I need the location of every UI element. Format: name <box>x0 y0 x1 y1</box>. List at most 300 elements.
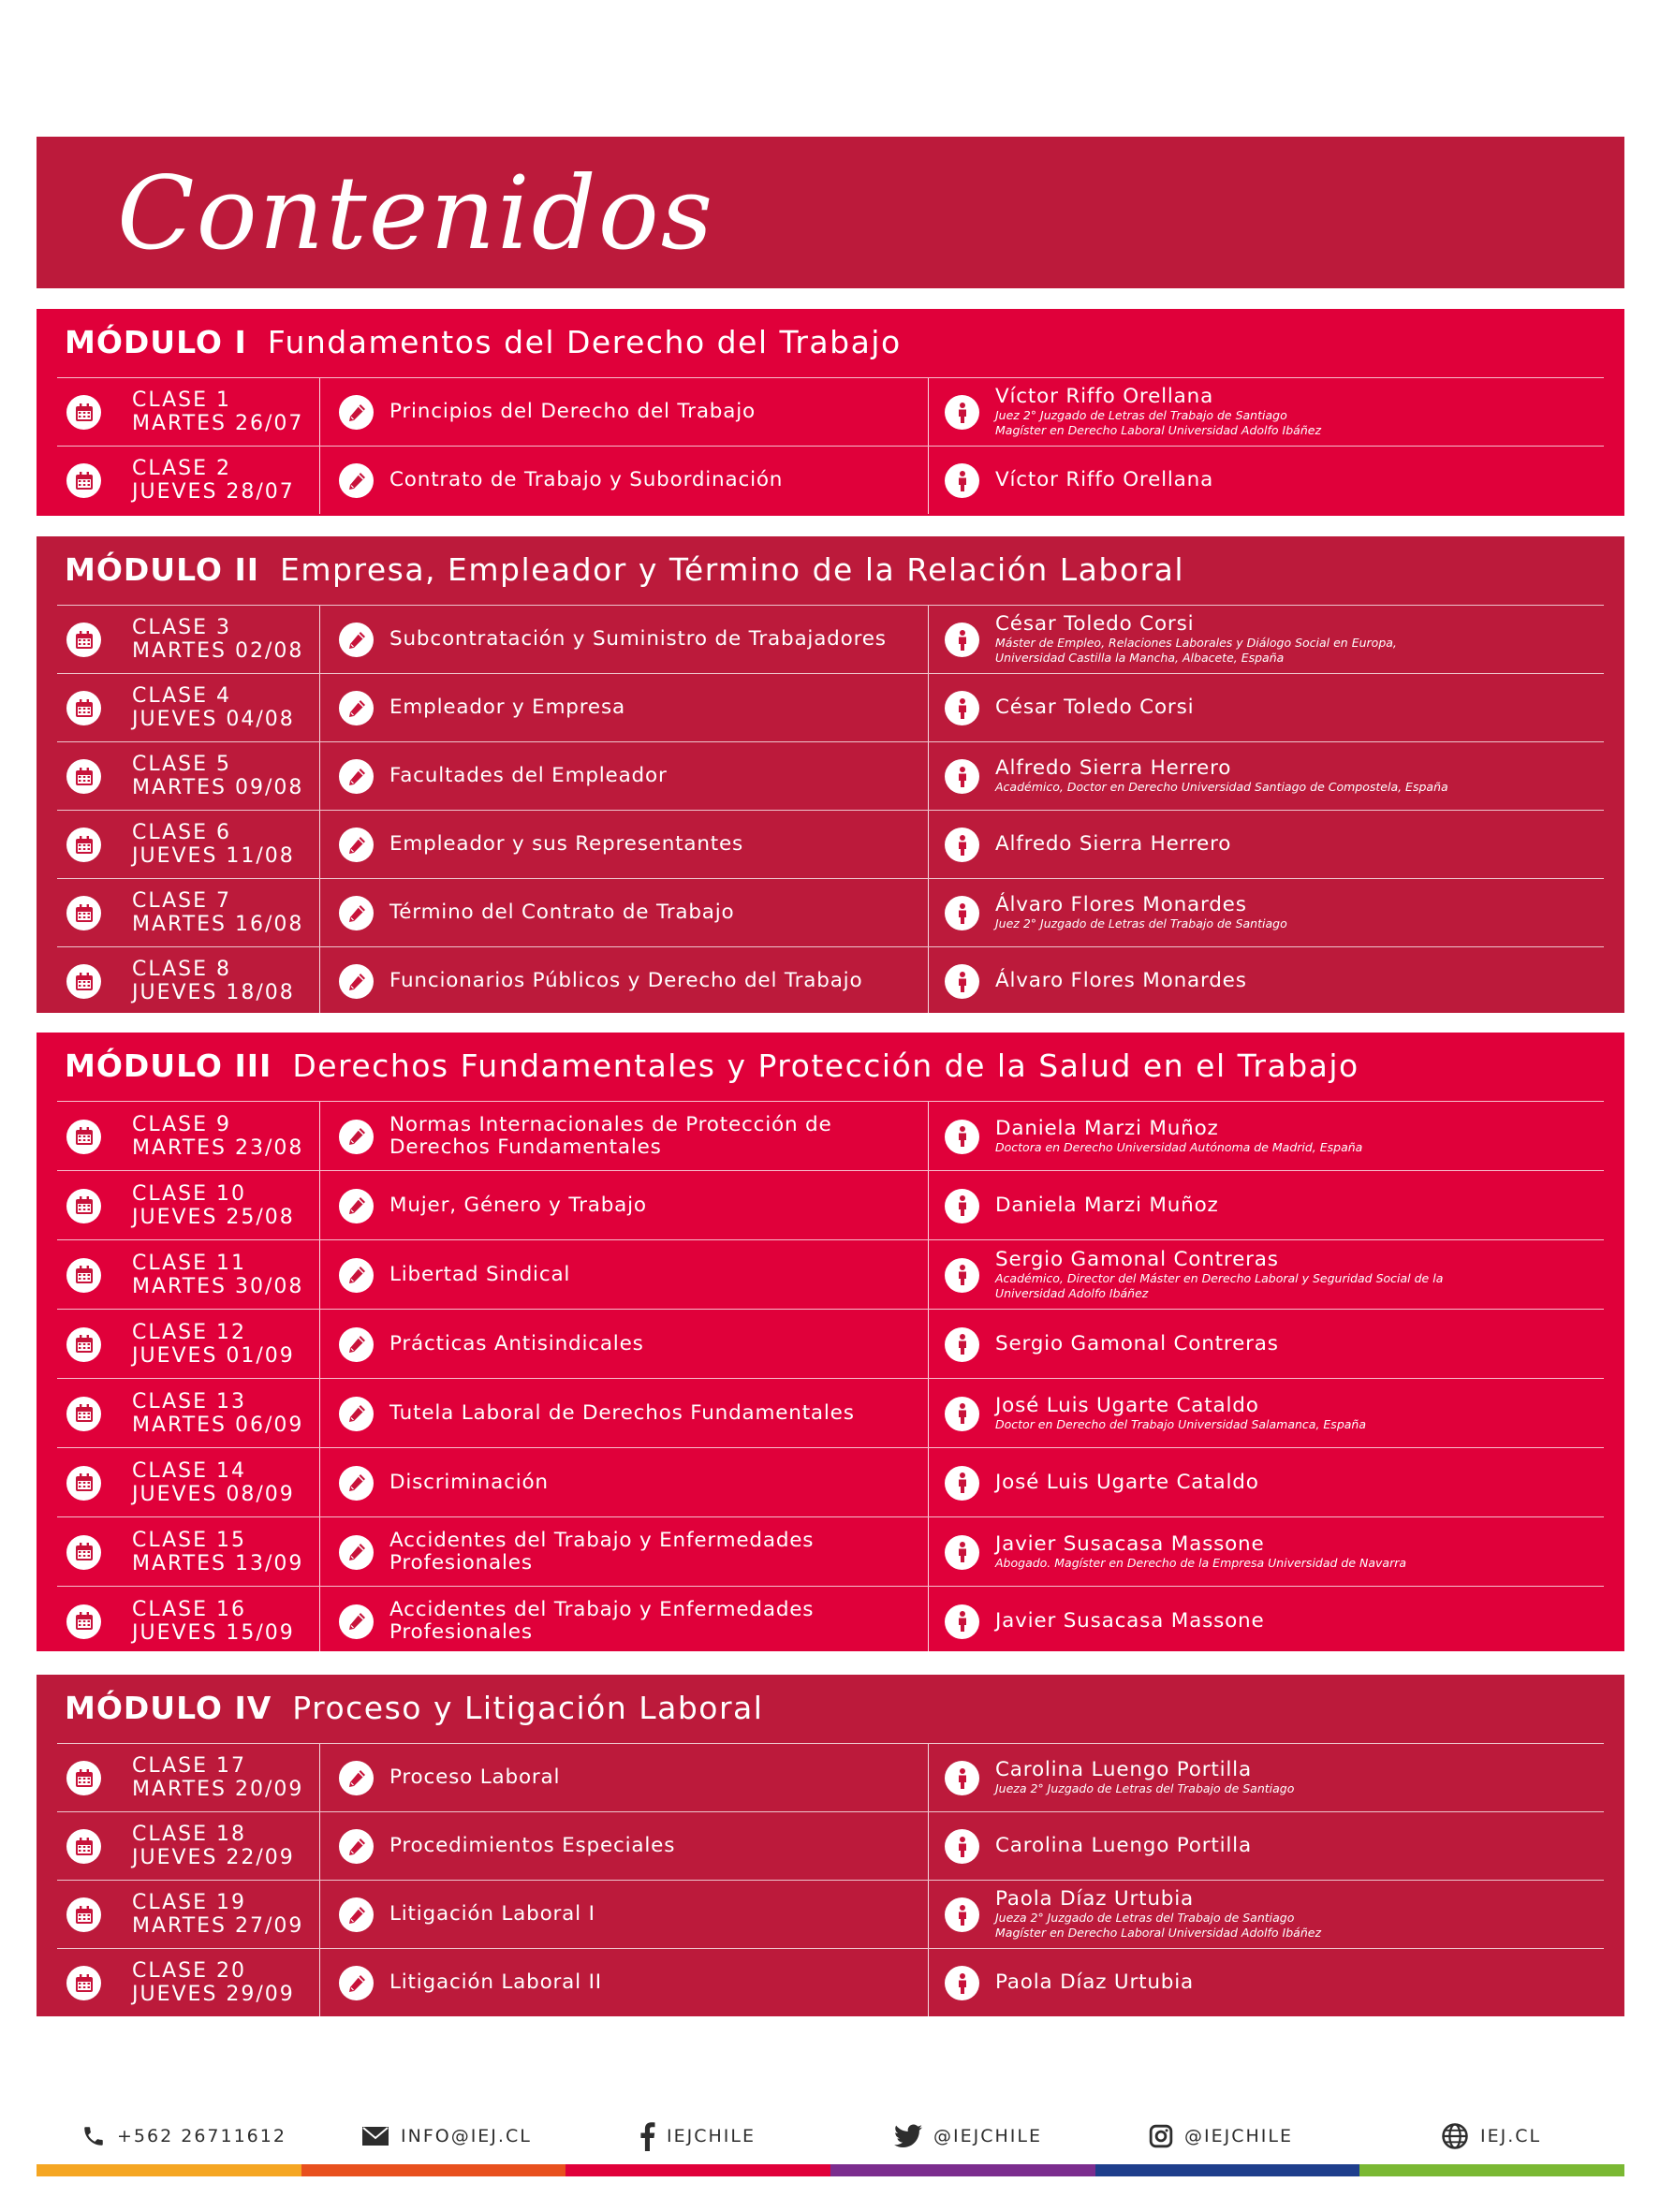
class-row <box>57 1744 1604 1812</box>
person-icon <box>945 623 979 657</box>
module-header <box>37 536 1624 605</box>
class-number: CLASE 12 <box>132 1320 247 1344</box>
teacher-block <box>995 1759 1294 1796</box>
calendar-icon <box>66 1897 101 1932</box>
class-day: MARTES 23/08 <box>132 1135 304 1160</box>
teacher-block <box>995 1888 1321 1941</box>
class-date <box>132 753 303 799</box>
teacher-block <box>995 1533 1406 1571</box>
class-topic-cell <box>320 879 929 946</box>
page-header <box>37 137 1624 288</box>
class-number: CLASE 11 <box>132 1251 247 1275</box>
class-day: JUEVES 04/08 <box>132 708 295 731</box>
class-number: CLASE 2 <box>132 457 232 480</box>
teacher-block <box>995 1118 1362 1155</box>
class-teacher-cell <box>930 1812 1604 1880</box>
person-icon <box>945 1897 979 1932</box>
class-topic: Principios del Derecho del Trabajo <box>389 400 756 423</box>
teacher-block <box>995 1395 1366 1432</box>
class-date <box>132 1823 295 1869</box>
class-topic: Término del Contrato de Trabajo <box>389 901 735 924</box>
class-row <box>57 1240 1604 1310</box>
class-date <box>132 616 303 663</box>
calendar-icon <box>66 1120 101 1154</box>
globe-icon <box>1441 2122 1469 2150</box>
class-number: CLASE 1 <box>132 388 232 412</box>
class-teacher-cell <box>930 1517 1604 1586</box>
class-topic-cell <box>320 1171 929 1239</box>
module-label: MÓDULO I <box>65 324 247 360</box>
class-date <box>132 889 303 936</box>
teacher-name: Álvaro Flores Monardes <box>995 969 1247 992</box>
class-topic: Contrato de Trabajo y Subordinación <box>389 468 784 491</box>
teacher-credential: Juez 2° Juzgado de Letras del Trabajo de Santiago <box>995 408 1287 422</box>
class-date <box>132 1390 303 1437</box>
person-icon <box>945 964 979 999</box>
pencil-icon <box>339 1258 374 1293</box>
person-icon <box>945 1604 979 1639</box>
pencil-icon <box>339 759 374 794</box>
teacher-credential: Máster de Empleo, Relaciones Laborales y Diálogo Social en Europa, <box>995 636 1397 650</box>
class-table <box>57 605 1604 1015</box>
teacher-name: Víctor Riffo Orellana <box>995 468 1214 491</box>
teacher-name: César Toledo Corsi <box>995 612 1195 636</box>
facebook-icon <box>639 2121 655 2151</box>
calendar-icon <box>66 623 101 657</box>
module-label: MÓDULO II <box>65 551 260 588</box>
calendar-icon <box>66 691 101 725</box>
class-day: JUEVES 29/09 <box>132 1983 295 2006</box>
class-day: MARTES 20/09 <box>132 1778 304 1801</box>
module-header <box>37 1675 1624 1743</box>
module-header <box>37 1033 1624 1101</box>
teacher-credential: Abogado. Magíster en Derecho de la Empresa Universidad de Navarra <box>995 1555 1407 1570</box>
class-date-cell <box>57 1949 320 2016</box>
footer-phone-text: +562 26711612 <box>117 2126 286 2146</box>
teacher-credential: Juez 2° Juzgado de Letras del Trabajo de Santiago <box>995 916 1287 930</box>
class-number: CLASE 13 <box>132 1389 247 1414</box>
module-heading <box>65 551 1184 588</box>
module-title: Derechos Fundamentales y Protección de la Salud en el Trabajo <box>292 1047 1359 1084</box>
class-topic: Facultades del Empleador <box>389 764 668 787</box>
footer-website-text: IEJ.CL <box>1480 2126 1542 2146</box>
calendar-icon <box>66 759 101 794</box>
class-teacher-cell <box>930 1587 1604 1655</box>
class-teacher-cell <box>930 742 1604 810</box>
calendar-icon <box>66 1535 101 1570</box>
pencil-icon <box>339 463 374 498</box>
class-number: CLASE 4 <box>132 684 232 708</box>
class-topic: Funcionarios Públicos y Derecho del Trabajo <box>389 969 863 992</box>
teacher-name: Daniela Marzi Muñoz <box>995 1116 1219 1140</box>
class-topic-cell <box>320 378 929 446</box>
class-topic-cell <box>320 606 929 673</box>
teacher-name: José Luis Ugarte Cataldo <box>995 1470 1259 1494</box>
class-row <box>57 1812 1604 1881</box>
teacher-name: Sergio Gamonal Contreras <box>995 1331 1279 1355</box>
class-topic: Mujer, Género y Trabajo <box>389 1193 647 1217</box>
class-row <box>57 879 1604 947</box>
calendar-icon <box>66 964 101 999</box>
class-number: CLASE 19 <box>132 1891 247 1914</box>
teacher-name: Alfredo Sierra Herrero <box>995 756 1232 780</box>
module-header <box>37 309 1624 377</box>
class-day: MARTES 06/09 <box>132 1413 304 1437</box>
teacher-block <box>995 757 1448 795</box>
class-number: CLASE 20 <box>132 1959 247 1983</box>
class-number: CLASE 7 <box>132 889 232 913</box>
calendar-icon <box>66 1761 101 1795</box>
module-section <box>37 1033 1624 1651</box>
module-label: MÓDULO III <box>65 1047 272 1084</box>
footer-email-text: INFO@IEJ.CL <box>401 2126 532 2146</box>
class-teacher-cell <box>930 1949 1604 2016</box>
footer-phone[interactable] <box>81 2117 286 2155</box>
person-icon <box>945 828 979 862</box>
pencil-icon <box>339 1189 374 1223</box>
calendar-icon <box>66 896 101 930</box>
pencil-icon <box>339 828 374 862</box>
class-date-cell <box>57 1102 320 1170</box>
class-teacher-cell <box>930 879 1604 946</box>
class-row <box>57 1881 1604 1949</box>
pencil-icon <box>339 1120 374 1154</box>
class-teacher-cell <box>930 947 1604 1015</box>
class-teacher-cell <box>930 1881 1604 1948</box>
pencil-icon <box>339 395 374 430</box>
footer-website[interactable] <box>1441 2117 1541 2155</box>
class-topic-cell <box>320 742 929 810</box>
class-number: CLASE 14 <box>132 1458 247 1483</box>
class-topic-cell <box>320 811 929 878</box>
class-topic-cell <box>320 1744 929 1811</box>
class-topic: Empleador y sus Representantes <box>389 832 744 856</box>
calendar-icon <box>66 1189 101 1223</box>
person-icon <box>945 1966 979 2000</box>
class-date <box>132 1529 303 1575</box>
class-row <box>57 947 1604 1015</box>
teacher-credential: Doctor en Derecho del Trabajo Universidad Salamanca, España <box>995 1416 1366 1431</box>
calendar-icon <box>66 463 101 498</box>
class-date <box>132 457 295 504</box>
teacher-name: Sergio Gamonal Contreras <box>995 1247 1279 1271</box>
class-number: CLASE 8 <box>132 958 232 981</box>
person-icon <box>945 1397 979 1431</box>
class-teacher-cell <box>930 674 1604 741</box>
class-date <box>132 1959 295 2006</box>
class-date <box>132 958 295 1004</box>
teacher-credential: Universidad Castilla la Mancha, Albacete, España <box>995 651 1285 665</box>
class-date <box>132 1113 303 1160</box>
class-topic: Litigación Laboral I <box>389 1902 595 1926</box>
class-row <box>57 742 1604 811</box>
class-topic-cell <box>320 1379 929 1447</box>
teacher-block <box>995 613 1397 666</box>
footer-color-bar <box>37 2164 1624 2176</box>
class-topic: Litigación Laboral II <box>389 1970 602 1994</box>
class-day: JUEVES 01/09 <box>132 1343 295 1368</box>
pencil-icon <box>339 1829 374 1864</box>
person-icon <box>945 395 979 430</box>
class-topic: Discriminación <box>389 1470 549 1494</box>
teacher-name: José Luis Ugarte Cataldo <box>995 1393 1259 1417</box>
teacher-credential: Académico, Director del Máster en Derecho Laboral y Seguridad Social de la <box>995 1270 1444 1285</box>
class-date-cell <box>57 1517 320 1586</box>
class-table <box>57 377 1604 514</box>
teacher-name: Paola Díaz Urtubia <box>995 1887 1194 1911</box>
pencil-icon <box>339 1761 374 1795</box>
class-date-cell <box>57 947 320 1015</box>
twitter-icon <box>894 2124 922 2148</box>
class-teacher-cell <box>930 447 1604 514</box>
class-topic-cell <box>320 1881 929 1948</box>
teacher-block <box>995 833 1231 856</box>
teacher-name: Carolina Luengo Portilla <box>995 1834 1252 1857</box>
teacher-block <box>995 1472 1259 1494</box>
class-number: CLASE 3 <box>132 616 232 639</box>
class-date <box>132 1321 295 1368</box>
class-topic-cell <box>320 947 929 1015</box>
calendar-icon <box>66 1966 101 2000</box>
class-date <box>132 821 295 868</box>
class-topic-cell <box>320 1517 929 1586</box>
class-date <box>132 684 295 731</box>
class-topic: Accidentes del Trabajo y Enfermedades Profesionales <box>389 1528 815 1575</box>
calendar-icon <box>66 1466 101 1501</box>
teacher-block <box>995 469 1213 491</box>
teacher-credential: Jueza 2° Juzgado de Letras del Trabajo de Santiago <box>995 1781 1295 1795</box>
calendar-icon <box>66 828 101 862</box>
class-table <box>57 1743 1604 2016</box>
teacher-block <box>995 1249 1443 1301</box>
person-icon <box>945 1327 979 1362</box>
footer-twitter-text: @IEJCHILE <box>933 2126 1042 2146</box>
class-teacher-cell <box>930 1240 1604 1309</box>
class-topic: Subcontratación y Suministro de Trabajadores <box>389 627 887 651</box>
footer-email[interactable] <box>361 2117 532 2155</box>
footer-twitter[interactable] <box>894 2117 1042 2155</box>
class-teacher-cell <box>930 1102 1604 1170</box>
calendar-icon <box>66 395 101 430</box>
class-number: CLASE 18 <box>132 1823 247 1846</box>
calendar-icon <box>66 1829 101 1864</box>
class-topic: Tutela Laboral de Derechos Fundamentales <box>389 1400 855 1425</box>
class-topic-cell <box>320 1812 929 1880</box>
class-number: CLASE 17 <box>132 1754 247 1778</box>
footer-instagram-text: @IEJCHILE <box>1184 2126 1293 2146</box>
person-icon <box>945 759 979 794</box>
class-day: MARTES 09/08 <box>132 776 304 799</box>
teacher-block <box>995 1971 1194 1994</box>
class-teacher-cell <box>930 1171 1604 1239</box>
teacher-name: Álvaro Flores Monardes <box>995 893 1247 916</box>
person-icon <box>945 1258 979 1293</box>
class-date-cell <box>57 447 320 514</box>
class-topic: Procedimientos Especiales <box>389 1834 676 1857</box>
email-icon <box>361 2126 389 2146</box>
color-bar-segment <box>37 2164 301 2176</box>
person-icon <box>945 1466 979 1501</box>
teacher-credential: Académico, Doctor en Derecho Universidad Santiago de Compostela, España <box>995 780 1448 794</box>
class-date-cell <box>57 811 320 878</box>
class-topic-cell <box>320 674 929 741</box>
class-day: MARTES 13/09 <box>132 1551 304 1575</box>
class-row <box>57 1171 1604 1240</box>
pencil-icon <box>339 1397 374 1431</box>
teacher-block <box>995 970 1247 992</box>
class-date <box>132 1598 295 1645</box>
class-teacher-cell <box>930 1448 1604 1516</box>
class-topic-cell <box>320 1587 929 1655</box>
teacher-block <box>995 894 1287 931</box>
pencil-icon <box>339 691 374 725</box>
teacher-block <box>995 696 1194 719</box>
teacher-credential: Magíster en Derecho Laboral Universidad Adolfo Ibáñez <box>995 423 1322 437</box>
teacher-name: Javier Susacasa Massone <box>995 1531 1265 1556</box>
class-date-cell <box>57 606 320 673</box>
pencil-icon <box>339 1897 374 1932</box>
module-title: Proceso y Litigación Laboral <box>292 1690 764 1726</box>
color-bar-segment <box>566 2164 830 2176</box>
person-icon <box>945 1120 979 1154</box>
class-topic: Normas Internacionales de Protección de Derechos Fundamentales <box>389 1112 832 1159</box>
class-date-cell <box>57 1448 320 1516</box>
class-number: CLASE 16 <box>132 1597 247 1621</box>
class-row <box>57 447 1604 514</box>
class-row <box>57 1517 1604 1587</box>
module-section <box>37 536 1624 1013</box>
pencil-icon <box>339 1466 374 1501</box>
class-day: JUEVES 15/09 <box>132 1620 295 1645</box>
class-date-cell <box>57 1881 320 1948</box>
color-bar-segment <box>830 2164 1095 2176</box>
class-day: JUEVES 22/09 <box>132 1846 295 1869</box>
class-topic-cell <box>320 1240 929 1309</box>
color-bar-segment <box>301 2164 566 2176</box>
person-icon <box>945 463 979 498</box>
person-icon <box>945 1761 979 1795</box>
pencil-icon <box>339 1327 374 1362</box>
pencil-icon <box>339 964 374 999</box>
class-date-cell <box>57 674 320 741</box>
class-date-cell <box>57 1812 320 1880</box>
class-date-cell <box>57 378 320 446</box>
class-day: JUEVES 18/08 <box>132 981 295 1004</box>
teacher-block <box>995 1194 1219 1217</box>
module-heading <box>65 1690 763 1726</box>
class-day: MARTES 30/08 <box>132 1274 304 1298</box>
teacher-credential: Jueza 2° Juzgado de Letras del Trabajo de Santiago <box>995 1911 1295 1925</box>
class-date <box>132 1252 303 1298</box>
class-row <box>57 606 1604 674</box>
class-teacher-cell <box>930 811 1604 878</box>
class-date-cell <box>57 1744 320 1811</box>
class-day: JUEVES 25/08 <box>132 1205 295 1229</box>
teacher-block <box>995 386 1321 438</box>
teacher-name: Paola Díaz Urtubia <box>995 1970 1194 1994</box>
module-section <box>37 309 1624 516</box>
class-date <box>132 1754 303 1801</box>
teacher-block <box>995 1333 1279 1355</box>
teacher-name: Daniela Marzi Muñoz <box>995 1193 1219 1217</box>
module-heading <box>65 1047 1359 1084</box>
footer <box>37 2117 1624 2174</box>
footer-facebook[interactable] <box>639 2117 756 2155</box>
teacher-name: César Toledo Corsi <box>995 696 1195 719</box>
class-day: JUEVES 28/07 <box>132 480 295 504</box>
class-row <box>57 1310 1604 1379</box>
class-day: JUEVES 08/09 <box>132 1482 295 1506</box>
color-bar-segment <box>1359 2164 1624 2176</box>
class-date-cell <box>57 742 320 810</box>
pencil-icon <box>339 623 374 657</box>
class-row <box>57 674 1604 742</box>
footer-facebook-text: IEJCHILE <box>667 2126 756 2146</box>
module-heading <box>65 324 902 360</box>
class-date-cell <box>57 1240 320 1309</box>
person-icon <box>945 691 979 725</box>
class-date-cell <box>57 1379 320 1447</box>
teacher-credential: Magíster en Derecho Laboral Universidad Adolfo Ibáñez <box>995 1926 1322 1940</box>
phone-icon <box>81 2124 106 2148</box>
class-day: MARTES 26/07 <box>132 412 304 435</box>
class-row <box>57 811 1604 879</box>
class-number: CLASE 5 <box>132 753 232 776</box>
footer-instagram[interactable] <box>1149 2117 1293 2155</box>
pencil-icon <box>339 1604 374 1639</box>
class-number: CLASE 9 <box>132 1112 232 1136</box>
module-section <box>37 1675 1624 2016</box>
pencil-icon <box>339 1966 374 2000</box>
class-row <box>57 1587 1604 1655</box>
module-label: MÓDULO IV <box>65 1690 272 1726</box>
class-topic: Prácticas Antisindicales <box>389 1331 644 1355</box>
class-day: JUEVES 11/08 <box>132 844 295 868</box>
class-topic: Empleador y Empresa <box>389 696 625 719</box>
class-number: CLASE 6 <box>132 821 232 844</box>
class-teacher-cell <box>930 1379 1604 1447</box>
class-date <box>132 1182 295 1229</box>
class-topic: Libertad Sindical <box>389 1262 571 1286</box>
class-number: CLASE 10 <box>132 1181 247 1206</box>
class-topic-cell <box>320 1949 929 2016</box>
teacher-block <box>995 1835 1252 1857</box>
module-title: Fundamentos del Derecho del Trabajo <box>267 324 902 360</box>
class-teacher-cell <box>930 1744 1604 1811</box>
class-row <box>57 1379 1604 1448</box>
instagram-icon <box>1149 2124 1173 2148</box>
class-day: MARTES 02/08 <box>132 639 304 663</box>
teacher-name: Carolina Luengo Portilla <box>995 1758 1252 1781</box>
calendar-icon <box>66 1258 101 1293</box>
teacher-block <box>995 1610 1265 1633</box>
class-topic: Proceso Laboral <box>389 1765 561 1789</box>
class-topic-cell <box>320 1102 929 1170</box>
class-date-cell <box>57 1587 320 1655</box>
class-date-cell <box>57 1310 320 1378</box>
module-title: Empresa, Empleador y Término de la Relación Laboral <box>280 551 1184 588</box>
pencil-icon <box>339 896 374 930</box>
person-icon <box>945 1829 979 1864</box>
page-title: Contenidos <box>117 155 715 272</box>
class-day: MARTES 27/09 <box>132 1914 304 1938</box>
class-date <box>132 1891 303 1938</box>
person-icon <box>945 1189 979 1223</box>
class-topic-cell <box>320 1310 929 1378</box>
pencil-icon <box>339 1535 374 1570</box>
calendar-icon <box>66 1604 101 1639</box>
teacher-name: Alfredo Sierra Herrero <box>995 832 1232 856</box>
